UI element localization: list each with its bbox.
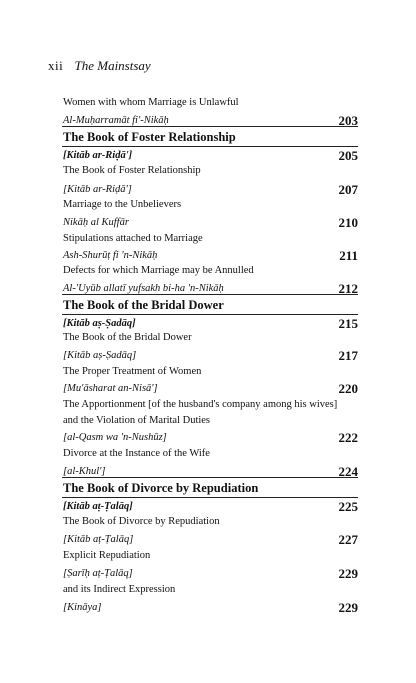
toc-entry-text: Al-'Uyūb allatī yufsakh bi-ha 'n-Nikāḥ <box>63 283 224 294</box>
toc-entry-text: and the Violation of Marital Duties <box>63 415 211 426</box>
toc-entry-text: [al-Qasm wa 'n-Nushūz] <box>63 432 167 443</box>
toc-entry-text: The Book of Divorce by Repudiation <box>63 516 220 527</box>
toc-entry-text: The Book of the Bridal Dower <box>63 332 192 343</box>
section-rule-bottom <box>62 146 358 147</box>
toc-entry-text: Divorce at the Instance of the Wife <box>63 448 210 459</box>
toc-entry-text: [Ṣarīḥ aṭ-Ṭalāq] <box>63 568 133 579</box>
toc-entry-text: The Proper Treatment of Women <box>63 366 202 377</box>
toc-entry-text: [Kitāb aṭ-Ṭalāq] <box>63 501 133 512</box>
toc-page-number: 215 <box>338 316 358 331</box>
section-rule-top <box>62 477 358 478</box>
toc-entry-text: [Kitāb aṭ-Ṭalāq] <box>63 534 134 545</box>
toc-page-number: 203 <box>338 113 358 128</box>
toc-entry-text: The Apportionment [of the husband's company among his wives] <box>63 399 338 410</box>
toc-page-number: 207 <box>338 182 358 197</box>
toc-entry-text: Explicit Repudiation <box>63 550 151 561</box>
toc-entry-text: [al-Khul'] <box>63 466 106 477</box>
toc-page-number: 225 <box>338 499 358 514</box>
toc-section-heading: The Book of Divorce by Repudiation <box>63 481 259 495</box>
section-rule-bottom <box>62 497 358 498</box>
header-book-title: The Mainstsay <box>74 58 151 73</box>
toc-page-number: 212 <box>338 281 358 296</box>
toc-page-number: 217 <box>338 348 358 363</box>
toc-entry-text: [Kitāb aṣ-Ṣadāq] <box>63 350 137 361</box>
toc-entry-text: Al-Muḥarramāt fi'-Nikāḥ <box>63 115 169 126</box>
section-rule-top <box>62 126 358 127</box>
toc-entry-text: Defects for which Marriage may be Annulled <box>63 265 254 276</box>
toc-page-number: 205 <box>338 148 358 163</box>
toc-entry-text: Nikāḥ al Kuffār <box>63 217 129 228</box>
toc-page-number: 227 <box>338 532 358 547</box>
toc-page-number: 229 <box>338 600 358 615</box>
section-rule-bottom <box>62 314 358 315</box>
toc-page-number: 210 <box>338 215 358 230</box>
toc-section-heading: The Book of the Bridal Dower <box>63 298 224 312</box>
toc-section-heading: The Book of Foster Relationship <box>63 130 236 144</box>
running-header <box>48 58 151 74</box>
toc-page-number: 224 <box>338 464 358 479</box>
toc-page-number: 222 <box>338 430 358 445</box>
toc-entry-text: Women with whom Marriage is Unlawful <box>63 97 239 108</box>
toc-entry-text: The Book of Foster Relationship <box>63 165 201 176</box>
toc-entry-text: and its Indirect Expression <box>63 584 176 595</box>
toc-entry-text: [Kitāb ar-Riḍā'] <box>63 150 133 161</box>
toc-entry-text: Marriage to the Unbelievers <box>63 199 182 210</box>
toc-entry-text: Stipulations attached to Marriage <box>63 233 203 244</box>
toc-page-number: 211 <box>339 248 358 263</box>
toc-entry-text: Ash-Shurūṭ fi 'n-Nikāḥ <box>63 250 158 261</box>
toc-entry-text: [Kitāb aṣ-Ṣadāq] <box>63 318 136 329</box>
toc-page-number: 220 <box>338 381 358 396</box>
toc-page-number: 229 <box>338 566 358 581</box>
toc-entry-text: [Kināya] <box>63 602 102 613</box>
toc-entry-text: [Mu'āsharat an-Nisā'] <box>63 383 158 394</box>
header-page-number: xii <box>48 58 64 73</box>
toc-entry-text: [Kitāb ar-Riḍā'] <box>63 184 132 195</box>
section-rule-top <box>62 294 358 295</box>
